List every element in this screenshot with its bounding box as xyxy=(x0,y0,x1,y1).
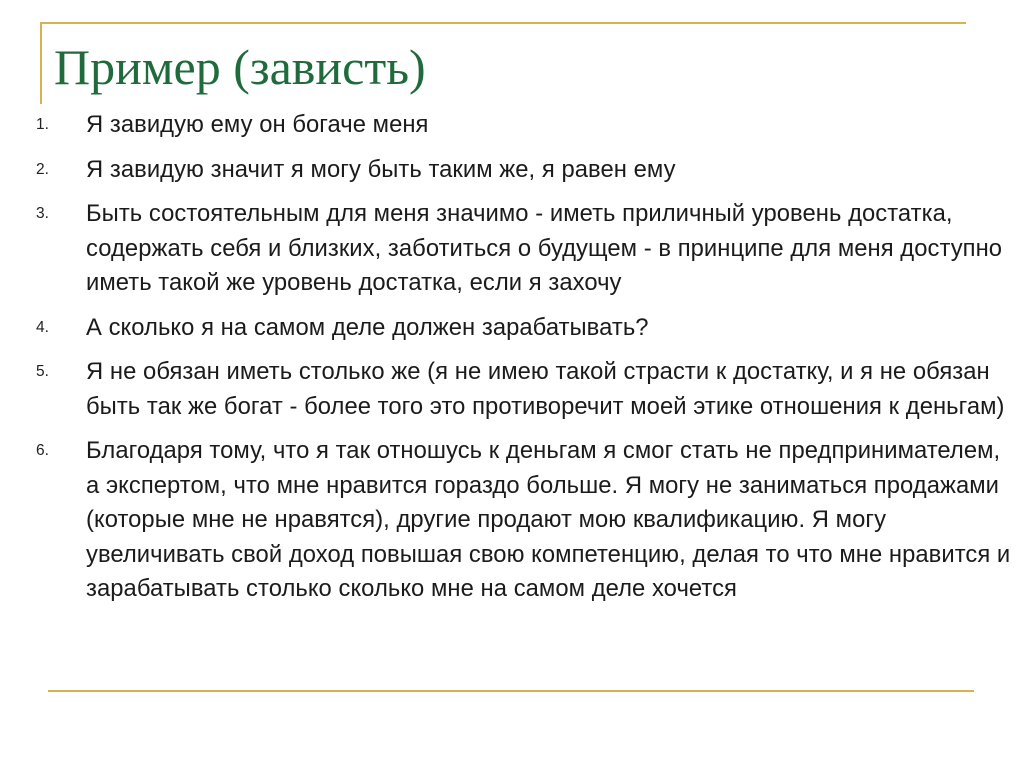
left-accent-line xyxy=(40,22,42,104)
slide-title: Пример (зависть) xyxy=(54,39,426,95)
numbered-list xyxy=(36,108,1011,617)
list-item-number: 3. xyxy=(36,205,49,222)
list-item-number: 5. xyxy=(36,363,49,380)
bottom-accent-line xyxy=(48,690,974,692)
list-item-text: А сколько я на самом деле должен зарабатывать? xyxy=(86,313,649,341)
list-item-3 xyxy=(36,197,1011,301)
list-item-number: 6. xyxy=(36,442,49,459)
list-item-1 xyxy=(36,108,1011,143)
list-item-text: Я завидую ему он богаче меня xyxy=(86,111,429,138)
list-item-text: Я не обязан иметь столько же (я не имею такой страсти к достатку, и я не обязан быть так же богат - более того это противоречит моей этике отношения к деньгам) xyxy=(86,358,1005,420)
list-item-text: Я завидую значит я могу быть таким же, я равен ему xyxy=(86,155,676,183)
list-item-number: 1. xyxy=(36,116,49,133)
list-item-6 xyxy=(36,434,1011,607)
list-item-number: 4. xyxy=(36,318,49,336)
list-item-2 xyxy=(36,153,1011,188)
list-item-number: 2. xyxy=(36,160,49,178)
list-item-5 xyxy=(36,355,1011,424)
top-accent-line xyxy=(40,22,966,24)
list-item-text: Быть состоятельным для меня значимо - иметь приличный уровень достатка, содержать себя и близких, заботиться о будущем - в принципе для меня доступно иметь такой же уровень достатка, если я захочу xyxy=(86,200,1003,296)
list-item-text: Благодаря тому, что я так отношусь к деньгам я смог стать не предпринимателем, а экспертом, что мне нравится гораздо больше. Я могу не заниматься продажами (которые мне не нравятся), другие продают мою квалификацию. Я могу увеличивать свой доход повышая свою компетенцию, делая то что мне нравится и зарабатывать столько сколько мне на самом деле хочется xyxy=(86,437,1011,602)
list-item-4 xyxy=(36,311,1011,346)
